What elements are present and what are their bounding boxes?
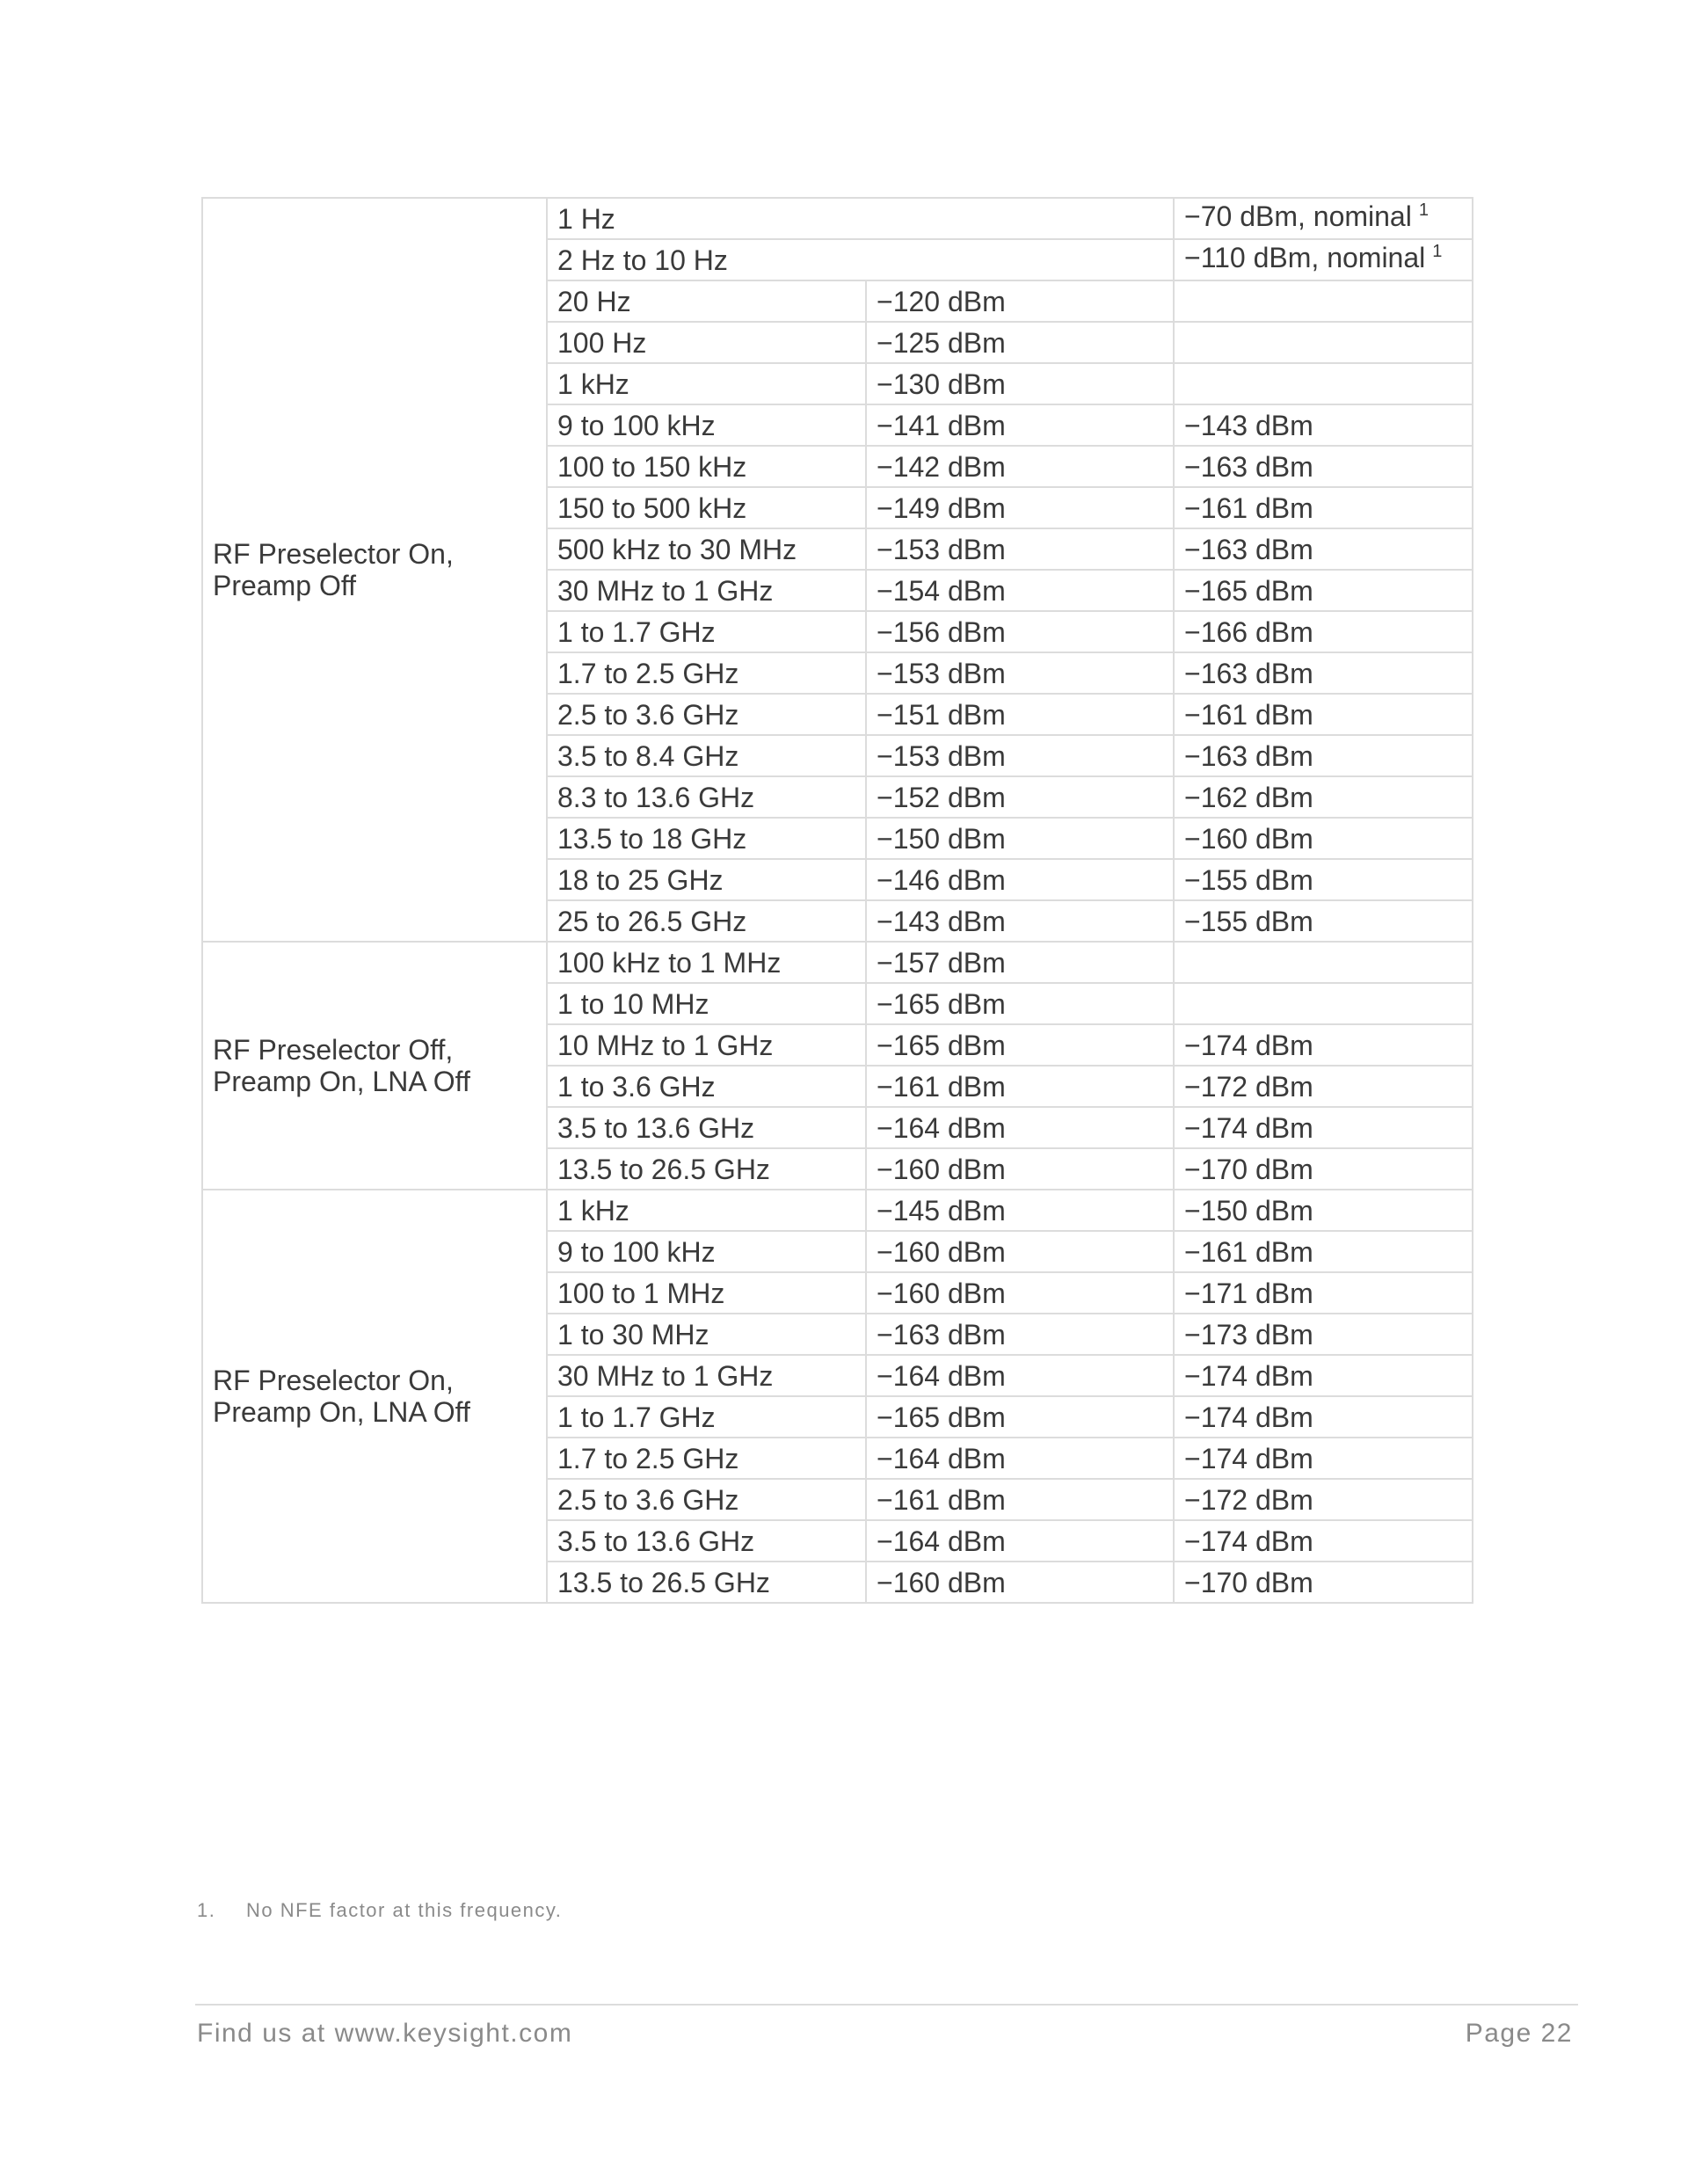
typical-value-cell — [1174, 1314, 1473, 1355]
typical-value-text: −171 dBm — [1184, 1277, 1313, 1309]
frequency-cell: 1 kHz — [547, 363, 866, 404]
spec-value-cell: −151 dBm — [866, 694, 1174, 735]
frequency-cell: 9 to 100 kHz — [547, 404, 866, 446]
frequency-cell: 30 MHz to 1 GHz — [547, 570, 866, 611]
spec-value-cell: −163 dBm — [866, 1314, 1174, 1355]
frequency-cell: 18 to 25 GHz — [547, 859, 866, 900]
frequency-cell: 3.5 to 8.4 GHz — [547, 735, 866, 776]
typical-value-cell — [1174, 1066, 1473, 1107]
typical-value-cell — [1174, 1438, 1473, 1479]
footnote-marker: 1 — [1418, 200, 1429, 220]
typical-value-text: −163 dBm — [1184, 739, 1313, 772]
condition-label-line1: RF Preselector On, — [213, 1365, 454, 1396]
noise-spec-table — [201, 197, 1473, 1604]
spec-value-cell: −165 dBm — [866, 1024, 1174, 1066]
frequency-cell: 3.5 to 13.6 GHz — [547, 1107, 866, 1148]
table-row — [202, 1190, 1473, 1231]
typical-value-cell — [1174, 983, 1473, 1024]
typical-value-cell — [1174, 900, 1473, 942]
condition-label-line2: Preamp Off — [213, 570, 357, 601]
frequency-cell: 1 to 30 MHz — [547, 1314, 866, 1355]
spec-value-cell: −149 dBm — [866, 487, 1174, 528]
typical-value-cell — [1174, 652, 1473, 694]
typical-value-cell — [1174, 363, 1473, 404]
spec-value-cell: −164 dBm — [866, 1107, 1174, 1148]
spec-value-cell: −153 dBm — [866, 528, 1174, 570]
spec-value-cell: −130 dBm — [866, 363, 1174, 404]
spec-value-cell: −160 dBm — [866, 1562, 1174, 1603]
typical-value-text: −173 dBm — [1184, 1318, 1313, 1350]
frequency-cell: 1 to 3.6 GHz — [547, 1066, 866, 1107]
typical-value-text: −174 dBm — [1184, 1111, 1313, 1144]
frequency-cell: 20 Hz — [547, 280, 866, 322]
spec-value-cell: −120 dBm — [866, 280, 1174, 322]
typical-value-text: −174 dBm — [1184, 1442, 1313, 1474]
frequency-cell: 100 to 1 MHz — [547, 1272, 866, 1314]
frequency-cell: 1 Hz — [547, 198, 1174, 239]
typical-value-text: −162 dBm — [1184, 781, 1313, 813]
typical-value-cell — [1174, 942, 1473, 983]
typical-value-cell — [1174, 446, 1473, 487]
frequency-cell: 150 to 500 kHz — [547, 487, 866, 528]
typical-value-text: −150 dBm — [1184, 1194, 1313, 1227]
frequency-cell: 2.5 to 3.6 GHz — [547, 694, 866, 735]
typical-value-cell — [1174, 776, 1473, 818]
typical-value-text: −161 dBm — [1184, 1235, 1313, 1268]
typical-value-text: −161 dBm — [1184, 491, 1313, 524]
spec-value-cell: −164 dBm — [866, 1438, 1174, 1479]
spec-value-cell: −146 dBm — [866, 859, 1174, 900]
spec-value-cell: −161 dBm — [866, 1066, 1174, 1107]
typical-value-text: −174 dBm — [1184, 1029, 1313, 1061]
condition-label-cell — [202, 198, 547, 942]
typical-value-text: −163 dBm — [1184, 657, 1313, 689]
frequency-cell: 2 Hz to 10 Hz — [547, 239, 1174, 280]
footnote — [197, 1899, 562, 1922]
footnote-number: 1. — [197, 1899, 216, 1921]
frequency-cell: 2.5 to 3.6 GHz — [547, 1479, 866, 1520]
typical-value-text: −163 dBm — [1184, 533, 1313, 565]
typical-value-text: −110 dBm, nominal — [1184, 242, 1426, 273]
spec-value-cell: −156 dBm — [866, 611, 1174, 652]
typical-value-cell — [1174, 818, 1473, 859]
frequency-cell: 1.7 to 2.5 GHz — [547, 1438, 866, 1479]
spec-value-cell: −145 dBm — [866, 1190, 1174, 1231]
typical-value-text: −174 dBm — [1184, 1401, 1313, 1433]
typical-value-cell — [1174, 1520, 1473, 1562]
frequency-cell: 100 to 150 kHz — [547, 446, 866, 487]
frequency-cell: 3.5 to 13.6 GHz — [547, 1520, 866, 1562]
typical-value-cell — [1174, 1231, 1473, 1272]
spec-value-cell: −153 dBm — [866, 735, 1174, 776]
condition-label-cell — [202, 942, 547, 1190]
footnote-marker: 1 — [1432, 242, 1443, 261]
frequency-cell: 30 MHz to 1 GHz — [547, 1355, 866, 1396]
typical-value-cell — [1174, 1272, 1473, 1314]
page-number: Page 22 — [1465, 2019, 1573, 2048]
condition-label-line2: Preamp On, LNA Off — [213, 1396, 470, 1428]
typical-value-text: −163 dBm — [1184, 450, 1313, 483]
typical-value-text: −143 dBm — [1184, 409, 1313, 441]
spec-value-cell: −142 dBm — [866, 446, 1174, 487]
table-row — [202, 198, 1473, 239]
spec-value-cell: −150 dBm — [866, 818, 1174, 859]
typical-value-cell — [1174, 735, 1473, 776]
typical-value-cell — [1174, 1107, 1473, 1148]
typical-value-text: −170 dBm — [1184, 1566, 1313, 1598]
condition-label-line1: RF Preselector On, — [213, 538, 454, 570]
frequency-cell: 100 Hz — [547, 322, 866, 363]
spec-value-cell: −160 dBm — [866, 1272, 1174, 1314]
footer-website-text: Find us at www.keysight.com — [197, 2019, 573, 2048]
frequency-cell: 100 kHz to 1 MHz — [547, 942, 866, 983]
frequency-cell: 1 to 1.7 GHz — [547, 611, 866, 652]
spec-value-cell: −143 dBm — [866, 900, 1174, 942]
frequency-cell: 10 MHz to 1 GHz — [547, 1024, 866, 1066]
typical-value-cell — [1174, 611, 1473, 652]
footer-divider — [195, 2004, 1578, 2006]
typical-value-cell — [1174, 322, 1473, 363]
typical-value-text: −172 dBm — [1184, 1070, 1313, 1103]
typical-value-cell — [1174, 570, 1473, 611]
frequency-cell: 1 kHz — [547, 1190, 866, 1231]
typical-value-cell — [1174, 239, 1473, 280]
frequency-cell: 13.5 to 18 GHz — [547, 818, 866, 859]
frequency-cell: 13.5 to 26.5 GHz — [547, 1562, 866, 1603]
typical-value-text: −165 dBm — [1184, 574, 1313, 607]
spec-value-cell: −141 dBm — [866, 404, 1174, 446]
spec-table-body — [202, 198, 1473, 1603]
typical-value-cell — [1174, 1479, 1473, 1520]
spec-value-cell: −160 dBm — [866, 1148, 1174, 1190]
typical-value-text: −155 dBm — [1184, 863, 1313, 896]
condition-label-cell — [202, 1190, 547, 1603]
spec-value-cell: −152 dBm — [866, 776, 1174, 818]
condition-label-line2: Preamp On, LNA Off — [213, 1066, 470, 1097]
typical-value-cell — [1174, 694, 1473, 735]
typical-value-text: −161 dBm — [1184, 698, 1313, 731]
footnote-text: No NFE factor at this frequency. — [246, 1899, 563, 1921]
typical-value-text: −174 dBm — [1184, 1525, 1313, 1557]
frequency-cell: 1 to 1.7 GHz — [547, 1396, 866, 1438]
frequency-cell: 13.5 to 26.5 GHz — [547, 1148, 866, 1190]
spec-value-cell: −164 dBm — [866, 1520, 1174, 1562]
spec-value-cell: −157 dBm — [866, 942, 1174, 983]
condition-label-line1: RF Preselector Off, — [213, 1034, 454, 1066]
typical-value-text: −155 dBm — [1184, 905, 1313, 937]
table-row — [202, 942, 1473, 983]
spec-value-cell: −161 dBm — [866, 1479, 1174, 1520]
typical-value-cell — [1174, 1396, 1473, 1438]
typical-value-cell — [1174, 859, 1473, 900]
typical-value-cell — [1174, 1024, 1473, 1066]
typical-value-text: −160 dBm — [1184, 822, 1313, 855]
typical-value-cell — [1174, 1562, 1473, 1603]
spec-value-cell: −153 dBm — [866, 652, 1174, 694]
frequency-cell: 8.3 to 13.6 GHz — [547, 776, 866, 818]
typical-value-cell — [1174, 1355, 1473, 1396]
typical-value-cell — [1174, 487, 1473, 528]
typical-value-cell — [1174, 280, 1473, 322]
typical-value-cell — [1174, 528, 1473, 570]
frequency-cell: 1.7 to 2.5 GHz — [547, 652, 866, 694]
typical-value-cell — [1174, 404, 1473, 446]
spec-value-cell: −164 dBm — [866, 1355, 1174, 1396]
typical-value-cell — [1174, 1190, 1473, 1231]
frequency-cell: 9 to 100 kHz — [547, 1231, 866, 1272]
frequency-cell: 500 kHz to 30 MHz — [547, 528, 866, 570]
spec-value-cell: −160 dBm — [866, 1231, 1174, 1272]
typical-value-text: −174 dBm — [1184, 1359, 1313, 1392]
typical-value-cell — [1174, 198, 1473, 239]
typical-value-text: −170 dBm — [1184, 1153, 1313, 1185]
spec-value-cell: −165 dBm — [866, 1396, 1174, 1438]
typical-value-cell — [1174, 1148, 1473, 1190]
typical-value-text: −172 dBm — [1184, 1483, 1313, 1516]
typical-value-text: −70 dBm, nominal — [1184, 200, 1412, 232]
frequency-cell: 1 to 10 MHz — [547, 983, 866, 1024]
frequency-cell: 25 to 26.5 GHz — [547, 900, 866, 942]
spec-value-cell: −165 dBm — [866, 983, 1174, 1024]
spec-value-cell: −154 dBm — [866, 570, 1174, 611]
typical-value-text: −166 dBm — [1184, 615, 1313, 648]
spec-value-cell: −125 dBm — [866, 322, 1174, 363]
